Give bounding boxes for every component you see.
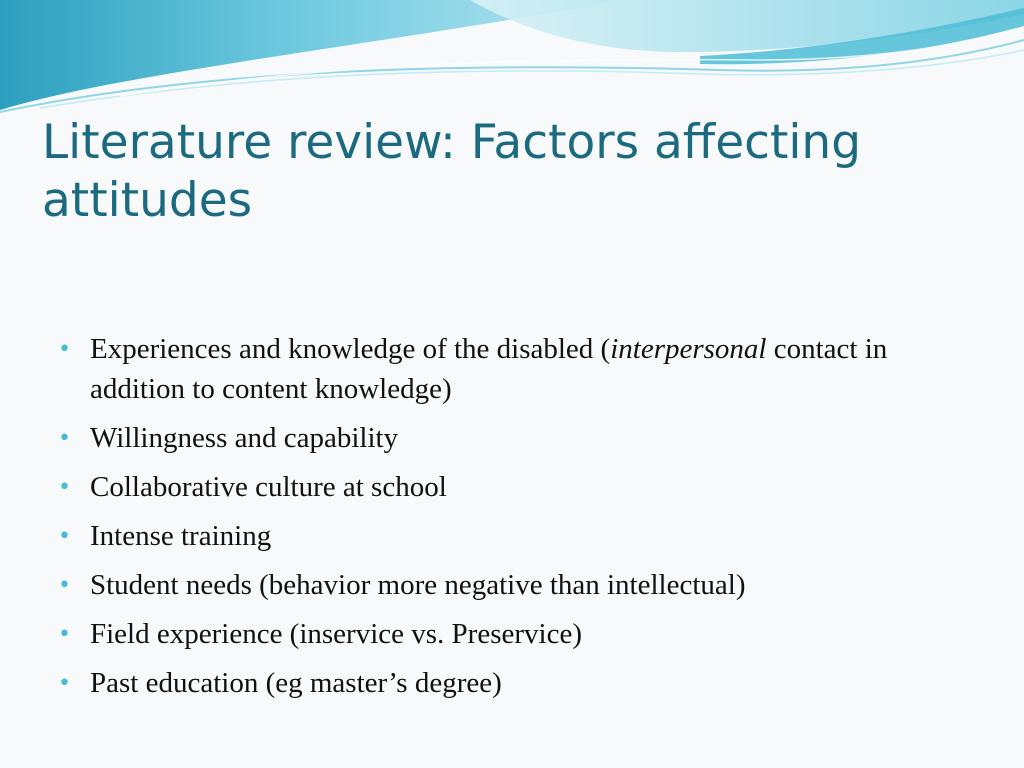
slide-title: Literature review: Factors affecting attitudes <box>42 115 862 228</box>
bullet-item <box>58 565 958 605</box>
bullet-icon: • <box>58 337 71 362</box>
bullet-list <box>58 329 958 712</box>
bullet-icon: • <box>58 426 71 451</box>
bullet-text: Intense training <box>90 520 272 552</box>
bullet-text-tail: contact in addition to content knowledge) <box>90 333 888 405</box>
bullet-text: Collaborative culture at school <box>90 471 447 503</box>
decorative-wave-header <box>0 0 1024 120</box>
bullet-text-lead: Experiences and knowledge of the disabled ( <box>90 333 611 365</box>
bullet-text <box>90 333 887 405</box>
bullet-text: Past education (eg master’s degree) <box>90 667 502 699</box>
bullet-icon: • <box>58 475 71 500</box>
bullet-icon: • <box>58 622 71 647</box>
bullet-item <box>58 516 958 556</box>
bullet-item <box>58 614 958 654</box>
bullet-item <box>58 329 958 409</box>
bullet-text-emphasis: interpersonal <box>610 333 767 365</box>
bullet-item <box>58 467 958 507</box>
bullet-text: Field experience (inservice vs. Preservice) <box>90 618 582 650</box>
bullet-item <box>58 663 958 703</box>
bullet-text: Willingness and capability <box>90 422 399 454</box>
bullet-icon: • <box>58 671 71 696</box>
bullet-icon: • <box>58 524 71 549</box>
bullet-text: Student needs (behavior more negative than intellectual) <box>90 569 746 601</box>
bullet-icon: • <box>58 573 71 598</box>
bullet-item <box>58 418 958 458</box>
